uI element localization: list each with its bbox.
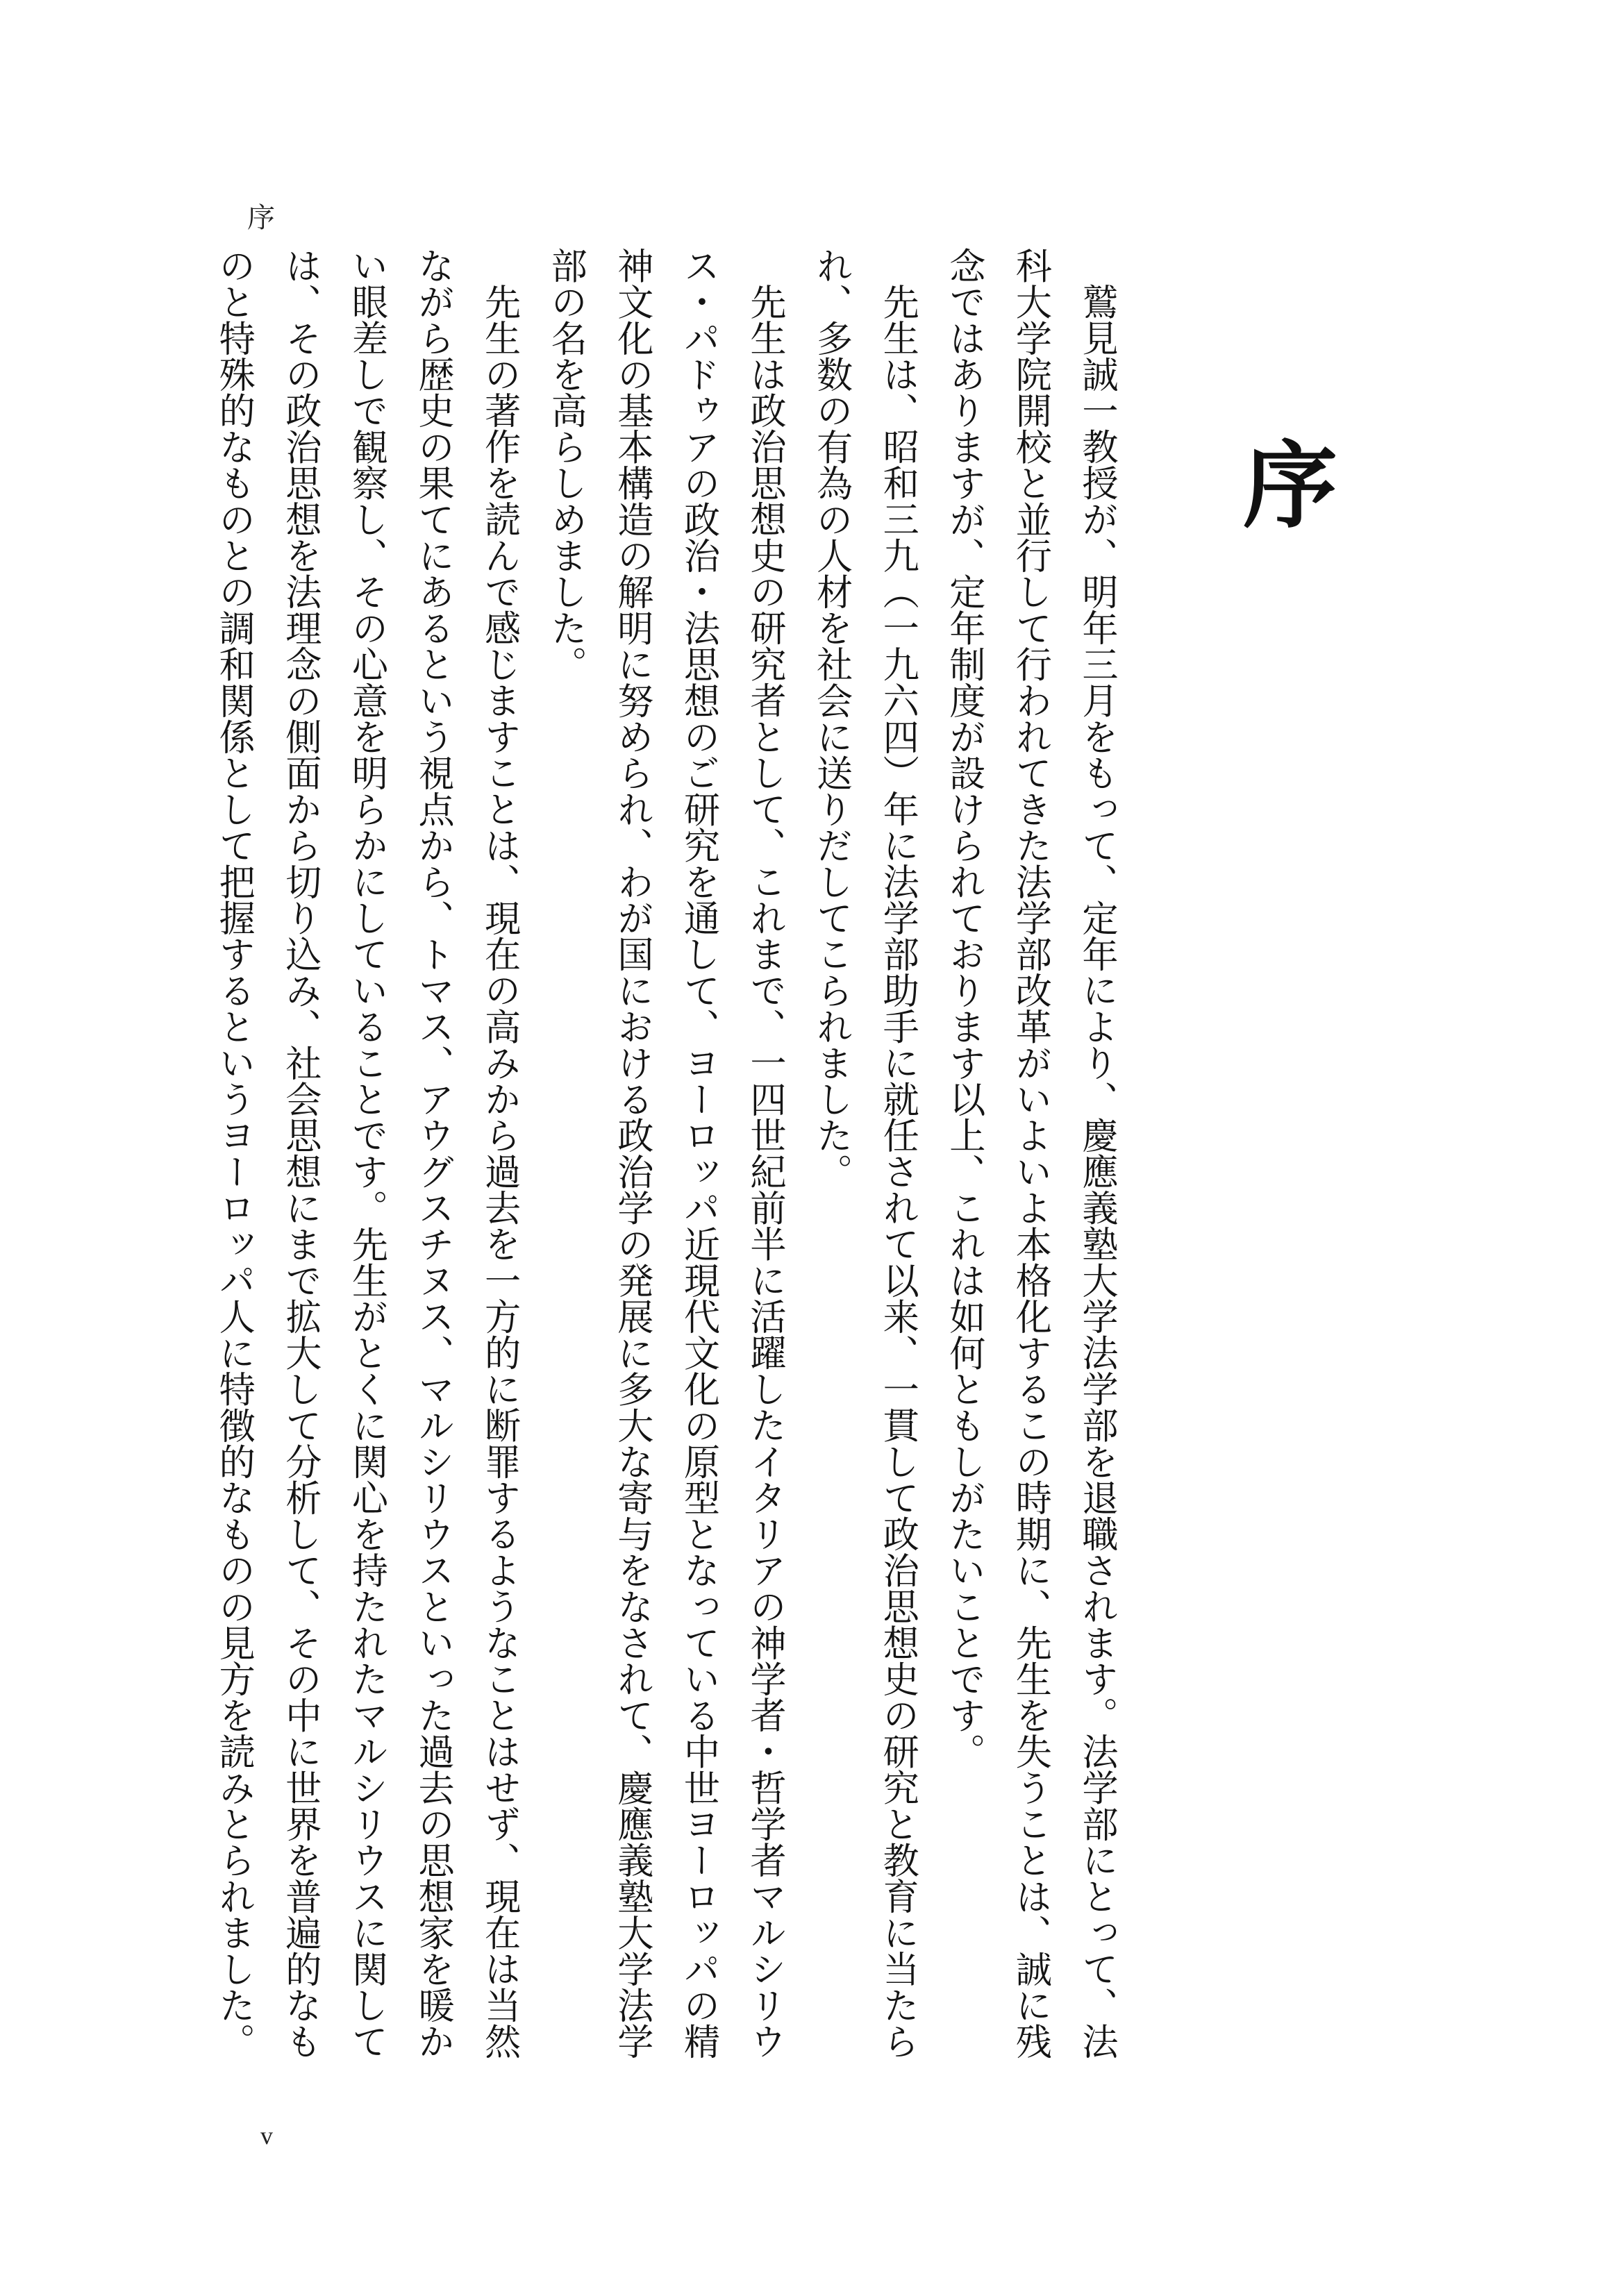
text-line: 先生の著作を読んで感じますことは、現在の高みから過去を一方的に断罪するようなことはせず、現在は当然 [478, 283, 520, 2059]
text-line: 念ではありますが、定年制度が設けられております以上、これは如何ともしがたいことです。 [942, 247, 985, 1770]
text-line: ながら歴史の果てにあるという視点から、トマス、アウグスチヌス、マルシリウスといった過去の思想家を暖か [412, 247, 454, 2059]
text-line: のと特殊的なものとの調和関係として把握するというヨーロッパ人に特徴的なものの見方を読みとられました。 [212, 247, 255, 2059]
text-line: 鷲見誠一教授が、明年三月をもって、定年により、慶應義塾大学法学部を退職されます。法学部にとって、法 [1076, 283, 1117, 2059]
text-line: 科大学院開校と並行して行われてきた法学部改革がいよいよ本格化するこの時期に、先生を失うことは、誠に残 [1009, 247, 1051, 2059]
chapter-title: 序 [1243, 430, 1337, 542]
page-number: v [260, 2122, 273, 2150]
text-line: は、その政治思想を法理念の側面から切り込み、社会思想にまで拡大して分析して、その中に世界を普遍的なも [278, 247, 321, 2059]
text-line: 神文化の基本構造の解明に努められ、わが国における政治学の発展に多大な寄与をなされて、慶應義塾大学法学 [610, 247, 653, 2059]
running-head: 序 [247, 202, 275, 234]
paragraph-3 [532, 247, 797, 2063]
text-line: い眼差しで観察し、その心意を明らかにしていることです。先生がとくに関心を持たれたマルシリウスに関して [345, 247, 387, 2059]
text-line: 先生は政治思想史の研究者として、これまで、一四世紀前半に活躍したイタリアの神学者・哲学者マルシリウ [744, 283, 786, 2059]
text-line: ス・パドゥアの政治・法思想のご研究を通して、ヨーロッパ近現代文化の原型となっている中世ヨーロッパの精 [677, 247, 719, 2059]
paragraph-2 [797, 247, 930, 2063]
paragraph-1 [930, 247, 1129, 2063]
text-line: 部の名を高らしめました。 [544, 247, 587, 682]
text-line: れ、多数の有為の人材を社会に送りだしてこられました。 [810, 247, 852, 1190]
preface-body [199, 247, 1129, 2063]
paragraph-4 [200, 247, 532, 2063]
text-line: 先生は、昭和三九（一九六四）年に法学部助手に就任されて以来、一貫して政治思想史の研究と教育に当たら [876, 283, 919, 2059]
